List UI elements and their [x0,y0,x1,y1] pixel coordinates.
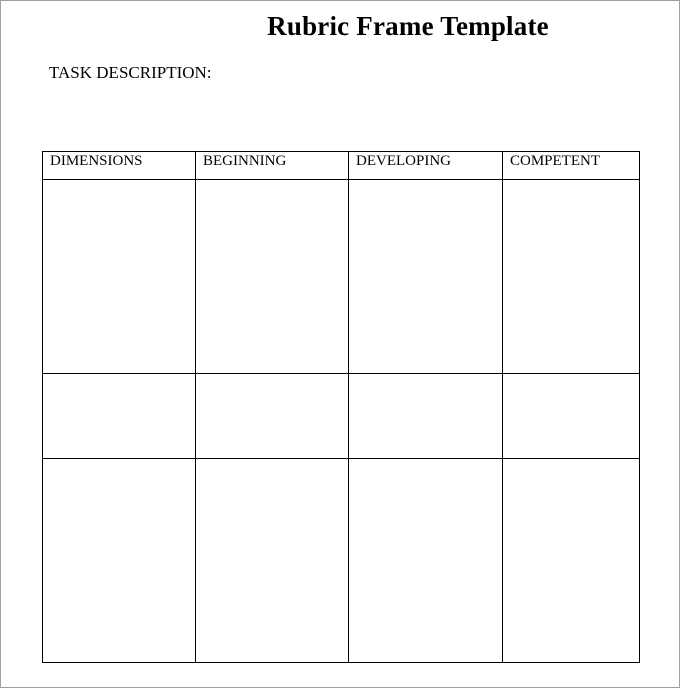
table-cell[interactable] [503,374,640,459]
table-cell[interactable] [349,374,503,459]
task-description-label: TASK DESCRIPTION: [49,63,212,82]
table-cell[interactable] [503,459,640,663]
table-cell[interactable] [196,374,349,459]
table-cell[interactable] [196,180,349,374]
rubric-table [42,151,640,663]
table-row [43,459,640,663]
table-cell[interactable] [43,180,196,374]
page-title: Rubric Frame Template [267,11,549,41]
table-cell[interactable] [196,459,349,663]
table-cell[interactable] [349,180,503,374]
table-cell[interactable] [503,180,640,374]
header-developing: DEVELOPING [349,152,503,180]
header-beginning: BEGINNING [196,152,349,180]
table-row [43,180,640,374]
table-row [43,374,640,459]
table-cell[interactable] [43,374,196,459]
header-competent: COMPETENT [503,152,640,180]
table-cell[interactable] [43,459,196,663]
header-dimensions: DIMENSIONS [43,152,196,180]
table-cell[interactable] [349,459,503,663]
table-header-row [43,152,640,180]
